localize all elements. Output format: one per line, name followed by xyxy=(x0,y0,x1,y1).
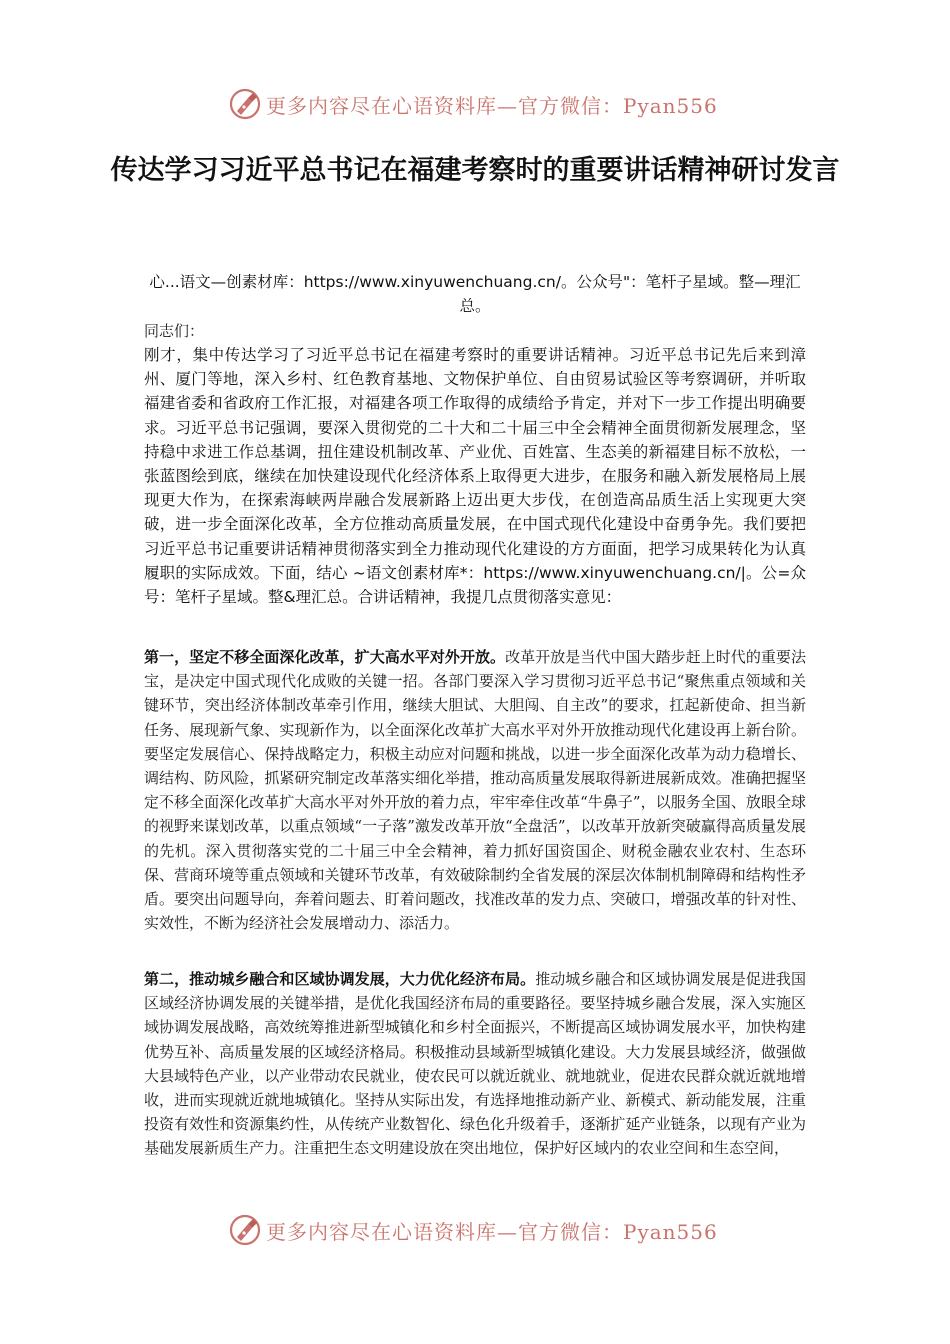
banner-text: 更多内容尽在心语资料库—官方微信：Pyan556 xyxy=(266,1219,718,1244)
pen-nib-logo-icon xyxy=(228,1213,262,1247)
document-title: 传达学习习近平总书记在福建考察时的重要讲话精神研讨发言 xyxy=(110,155,840,186)
section-1-paragraph xyxy=(144,645,806,935)
source-line: 心...语文—创素材库：https://www.xinyuwenchuang.cn/。公众号"：笔杆子星域。整—理汇总。 xyxy=(149,273,801,315)
intro-paragraph: 刚才，集中传达学习了习近平总书记在福建考察时的重要讲话精神。习近平总书记先后来到漳州、厦门等地，深入乡村、红色教育基地、文物保护单位、自由贸易试验区等考察调研，并听取福建省委和省政府工作汇报，对福建各项工作取得的成绩给予肯定，并对下一步工作提出明确要求。习近平总书记强调，要深入贯彻党的二十大和二十届三中全会精神全面贯彻新发展理念，坚持稳中求进工作总基调，扭住建设机制改革、产业优、百姓富、生态美的新福建目标不放松，一张蓝图绘到底，继续在加快建设现代化经济体系上取得更大进步，在服务和融入新发展格局上展现更大作为，在探索海峡两岸融合发展新路上迈出更大步伐，在创造高品质生活上实现更大突破，进一步全面深化改革，全方位推动高质量发展，在中国式现代化建设中奋勇争先。我们要把习近平总书记重要讲话精神贯彻落实到全力推动现代化建设的方方面面，把学习成果转化为认真履职的实际成效。下面，结心 ~语文创素材库*：https://www.xinyuwenchuang.cn/|。公=众号：笔杆子星域。整&理汇总。合讲话精神，我提几点贯彻落实意见： xyxy=(144,346,806,607)
greeting: 同志们： xyxy=(144,322,205,340)
footer-banner xyxy=(228,1210,728,1250)
section-2-body: 推动城乡融合和区域协调发展是促进我国区域经济协调发展的关键举措，是优化我国经济布局的重要路径。要坚持城乡融合发展，深入实施区域协调发展战略，高效统筹推进新型城镇化和乡村全面振兴，不断提高区域协调发展水平，加快构建优势互补、高质量发展的区域经济格局。积极推动县域新型城镇化建设。大力发展县域经济，做强做大县域特色产业，以产业带动农民就业，使农民可以就近就业、就地就业，促进农民群众就近就地增收，进而实现就近就地城镇化。坚持从实际出发，有选择地推动新产业、新模式、新动能发展，注重投资有效性和资源集约性，从传统产业数智化、绿色化升级着手，逐渐扩延产业链条，以现有产业为基础发展新质生产力。注重把生态文明建设放在突出地位，保护好区域内的农业空间和生态空间， xyxy=(144,970,806,1158)
section-1-body: 改革开放是当代中国大踏步赶上时代的重要法宝，是决定中国式现代化成败的关键一招。各部门要深入学习贯彻习近平总书记“聚焦重点领域和关键环节，突出经济体制改革牵引作用，继续大胆试、大胆闯、自主改”的要求，扛起新使命、担当新任务、展现新气象、实现新作为，以全面深化改革扩大高水平对外开放推动现代化建设再上新台阶。要坚定发展信心、保持战略定力，积极主动应对问题和挑战，以进一步全面深化改革为动力稳增长、调结构、防风险，抓紧研究制定改革落实细化举措，推动高质量发展取得新进展新成效。准确把握坚定不移全面深化改革扩大高水平对外开放的着力点，牢牢牵住改革“牛鼻子”，以服务全国、放眼全球的视野来谋划改革，以重点领域“一子落”激发改革开放“全盘活”，以改革开放新突破赢得高质量发展的先机。深入贯彻落实党的二十届三中全会精神，着力抓好国资国企、财税金融农业农村、生态环保、营商环境等重点领域和关键环节改革，有效破除制约全省发展的深层次体制机制障碍和结构性矛盾。要突出问题导向，奔着问题去、盯着问题改，找准改革的发力点、突破口，增强改革的针对性、实效性，不断为经济社会发展增动力、添活力。 xyxy=(144,648,806,933)
section-1-heading: 第一，坚定不移全面深化改革，扩大高水平对外开放。 xyxy=(144,648,506,666)
header-banner xyxy=(228,84,728,124)
section-2-heading: 第二，推动城乡融合和区域协调发展，大力优化经济布局。 xyxy=(144,970,536,988)
section-2-paragraph xyxy=(144,967,806,1161)
pen-nib-logo-icon xyxy=(228,87,262,121)
banner-text: 更多内容尽在心语资料库—官方微信：Pyan556 xyxy=(266,93,718,118)
